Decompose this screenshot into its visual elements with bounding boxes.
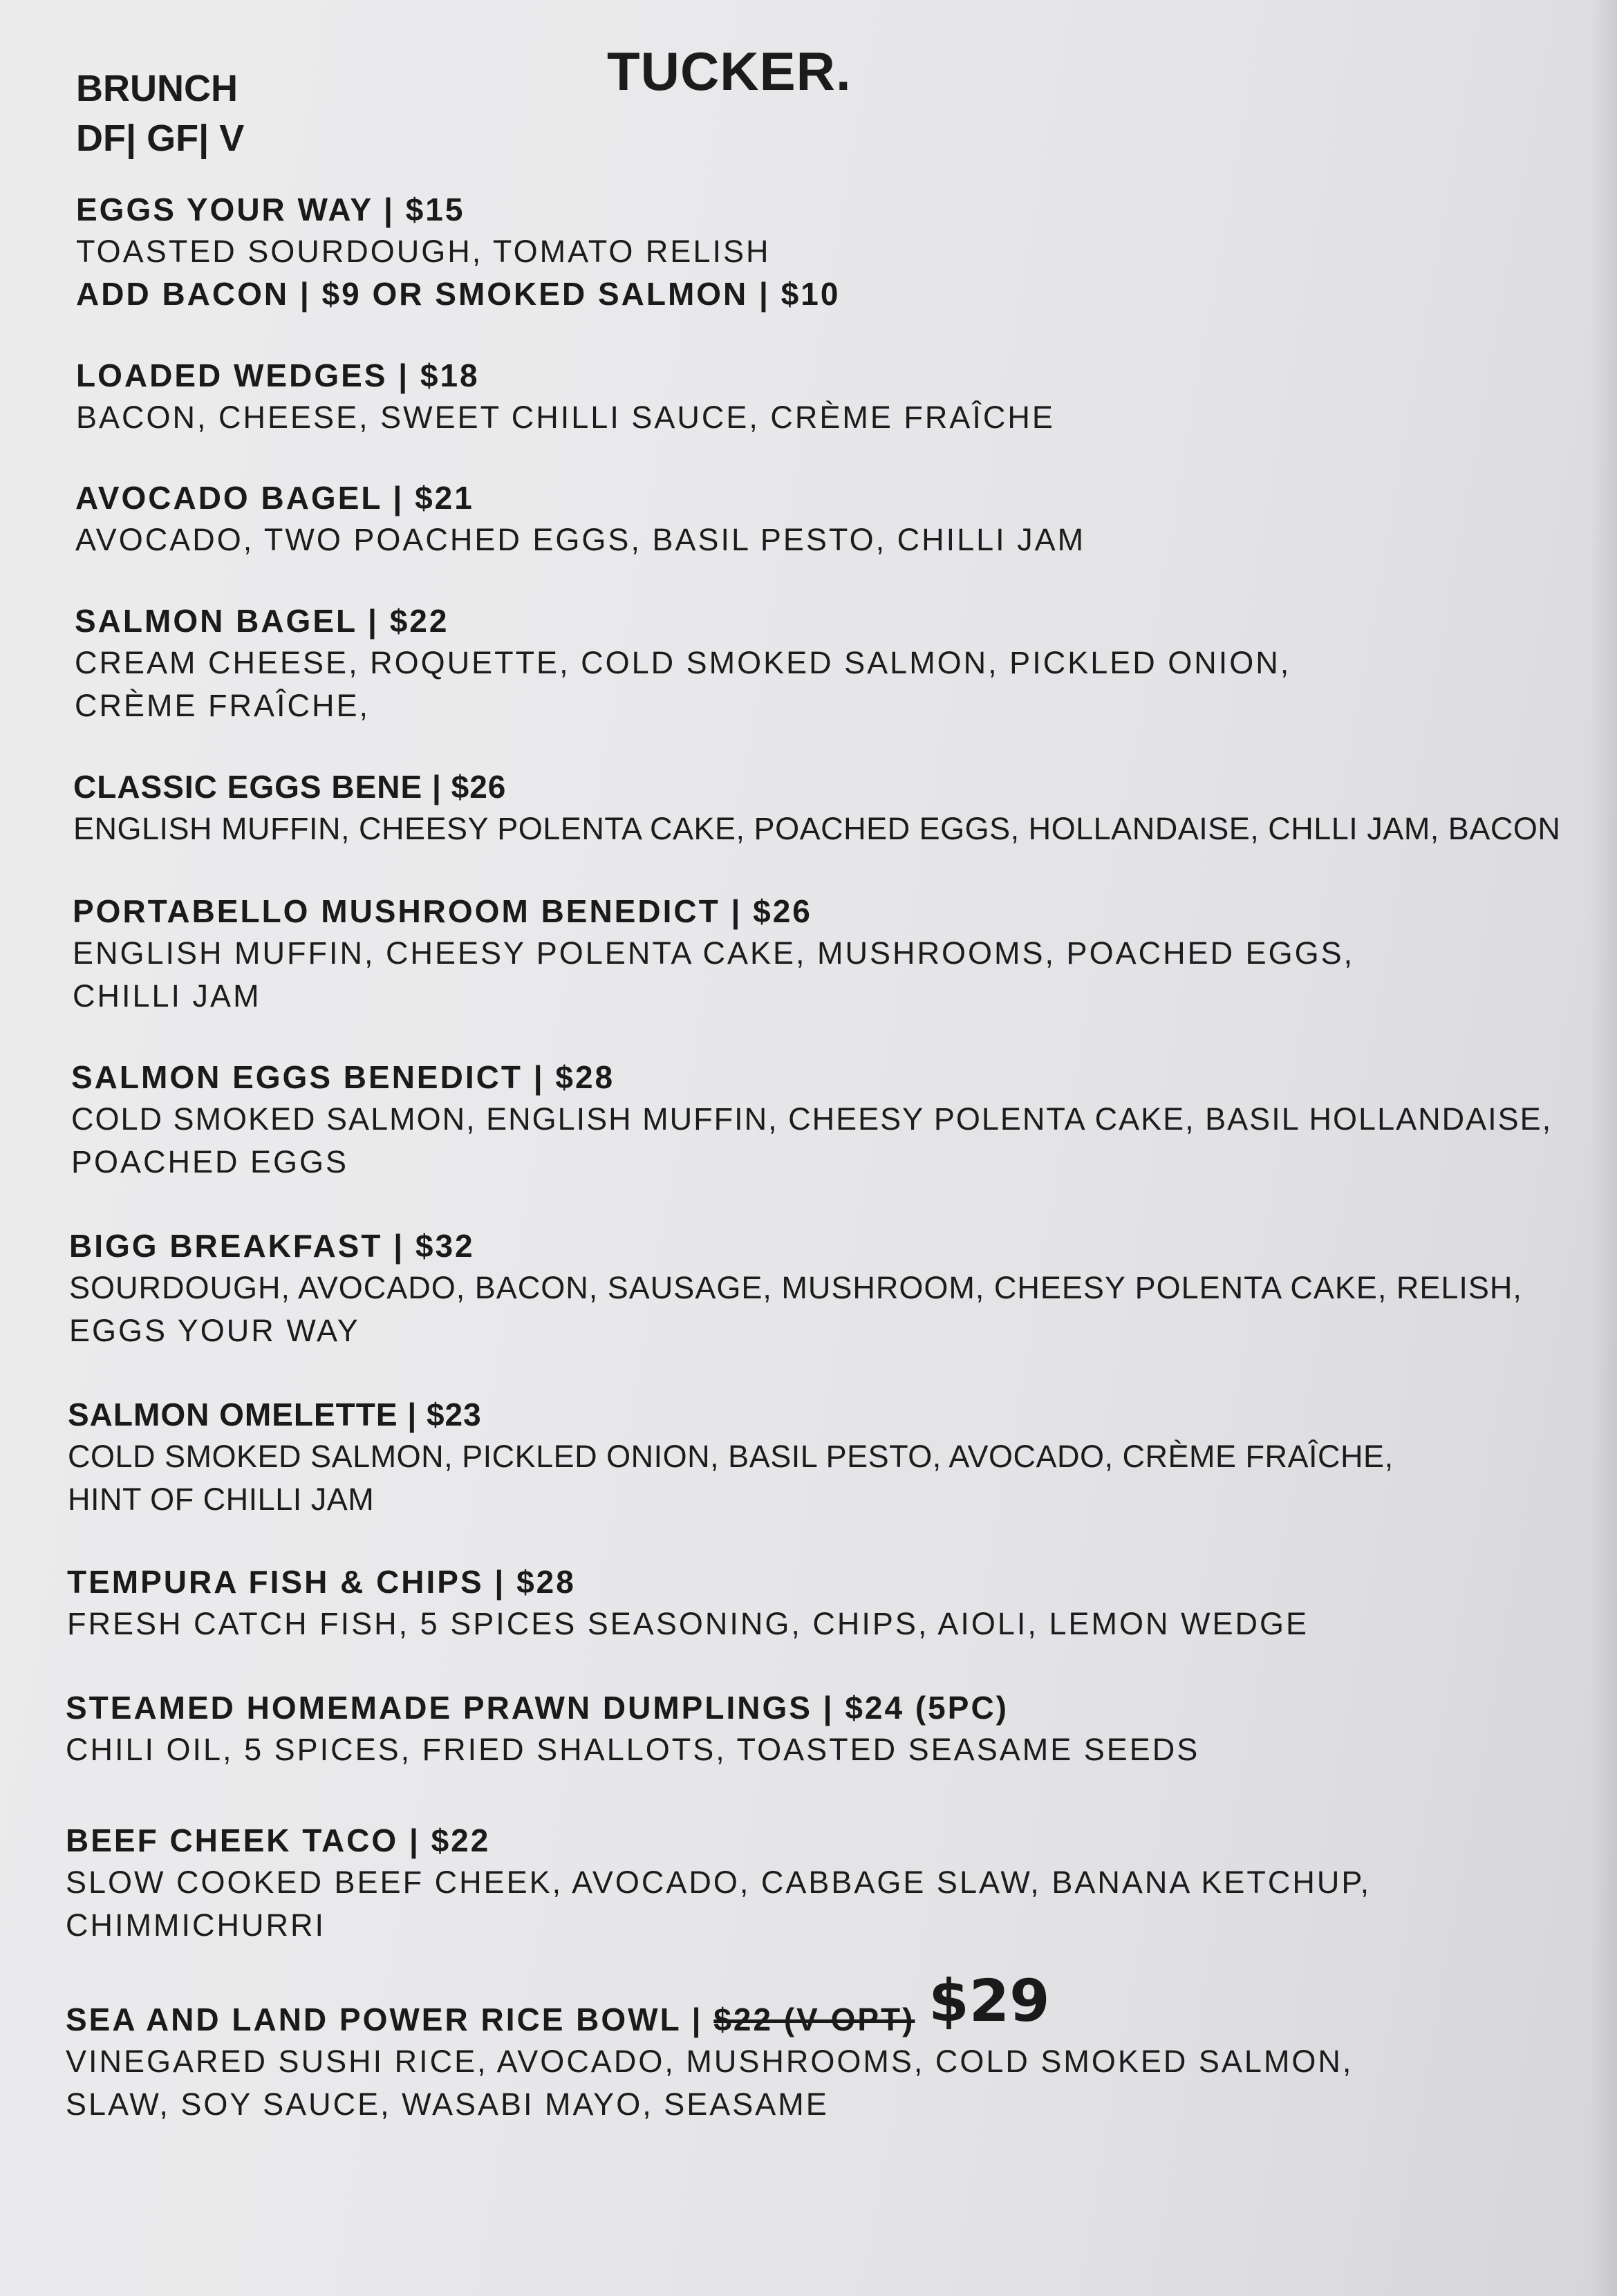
- item-title: SALMON OMELETTE | $23: [68, 1397, 482, 1432]
- item-description: AVOCADO, TWO POACHED EGGS, BASIL PESTO, CHILLI JAM: [75, 522, 1086, 557]
- item-description: EGGS YOUR WAY: [69, 1313, 360, 1348]
- item-description: CHILI OIL, 5 SPICES, FRIED SHALLOTS, TOASTED SEASAME SEEDS: [66, 1732, 1200, 1767]
- item-title: EGGS YOUR WAY | $15: [76, 192, 465, 227]
- item-title: SALMON EGGS BENEDICT | $28: [71, 1059, 615, 1095]
- item-description: COLD SMOKED SALMON, PICKLED ONION, BASIL PESTO, AVOCADO, CRÈME FRAÎCHE,: [68, 1439, 1394, 1474]
- item-description: POACHED EGGS: [71, 1144, 349, 1179]
- menu-item: [75, 600, 1617, 727]
- item-description: CREAM CHEESE, ROQUETTE, COLD SMOKED SALMON, PICKLED ONION,: [75, 645, 1291, 680]
- struck-price: $22 (V OPT): [713, 2001, 915, 2037]
- menu-item: [66, 1967, 1617, 2126]
- item-title: STEAMED HOMEMADE PRAWN DUMPLINGS | $24 (5PC): [66, 1690, 1009, 1726]
- item-description: COLD SMOKED SALMON, ENGLISH MUFFIN, CHEESY POLENTA CAKE, BASIL HOLLANDAISE,: [71, 1101, 1553, 1137]
- menu-item: [76, 355, 1617, 439]
- item-description: HINT OF CHILLI JAM: [68, 1482, 375, 1517]
- item-title: BEEF CHEEK TACO | $22: [66, 1822, 491, 1858]
- item-description: CHIMMICHURRI: [66, 1907, 326, 1943]
- handwritten-price: $29: [928, 1967, 1050, 2035]
- item-description: ENGLISH MUFFIN, CHEESY POLENTA CAKE, MUSHROOMS, POACHED EGGS,: [73, 935, 1355, 971]
- item-description: ENGLISH MUFFIN, CHEESY POLENTA CAKE, POACHED EGGS, HOLLANDAISE, CHLLI JAM, BACON: [73, 811, 1561, 846]
- item-title: PORTABELLO MUSHROOM BENEDICT | $26: [73, 893, 812, 929]
- menu-item: [67, 1561, 1617, 1645]
- item-description: CRÈME FRAÎCHE,: [75, 688, 371, 723]
- menu-item: [76, 189, 1617, 315]
- item-title: SEA AND LAND POWER RICE BOWL |: [66, 2001, 703, 2037]
- item-description: VINEGARED SUSHI RICE, AVOCADO, MUSHROOMS, COLD SMOKED SALMON,: [66, 2044, 1354, 2079]
- restaurant-name: TUCKER.: [607, 41, 852, 102]
- item-title: SALMON BAGEL | $22: [75, 603, 449, 639]
- item-title-row: [66, 1967, 1617, 2040]
- item-description: FRESH CATCH FISH, 5 SPICES SEASONING, CHIPS, AIOLI, LEMON WEDGE: [67, 1606, 1309, 1641]
- section-title: BRUNCH: [76, 68, 238, 109]
- item-title: AVOCADO BAGEL | $21: [75, 480, 474, 516]
- item-addon: ADD BACON | $9 OR SMOKED SALMON | $10: [76, 276, 841, 312]
- item-title: TEMPURA FISH & CHIPS | $28: [67, 1564, 576, 1600]
- menu-item: [66, 1687, 1617, 1771]
- item-title: CLASSIC EGGS BENE | $26: [73, 769, 507, 805]
- item-description: BACON, CHEESE, SWEET CHILLI SAUCE, CRÈME FRAÎCHE: [76, 400, 1055, 435]
- item-title: LOADED WEDGES | $18: [76, 357, 480, 393]
- item-description: SLOW COOKED BEEF CHEEK, AVOCADO, CABBAGE SLAW, BANANA KETCHUP,: [66, 1865, 1372, 1900]
- item-description: SOURDOUGH, AVOCADO, BACON, SAUSAGE, MUSHROOM, CHEESY POLENTA CAKE, RELISH,: [69, 1270, 1522, 1305]
- menu-item: [73, 890, 1617, 1018]
- menu-item: [69, 1225, 1617, 1352]
- item-description: CHILLI JAM: [73, 978, 261, 1014]
- menu-item: [73, 766, 1617, 850]
- menu-item: [75, 477, 1617, 561]
- item-title: BIGG BREAKFAST | $32: [69, 1228, 475, 1264]
- menu-item: [68, 1394, 1617, 1521]
- item-description: SLAW, SOY SAUCE, WASABI MAYO, SEASAME: [66, 2087, 829, 2122]
- item-description: TOASTED SOURDOUGH, TOMATO RELISH: [76, 234, 771, 269]
- menu-item: [71, 1056, 1617, 1184]
- dietary-legend: DF| GF| V: [76, 118, 245, 159]
- menu-item: [66, 1820, 1617, 1947]
